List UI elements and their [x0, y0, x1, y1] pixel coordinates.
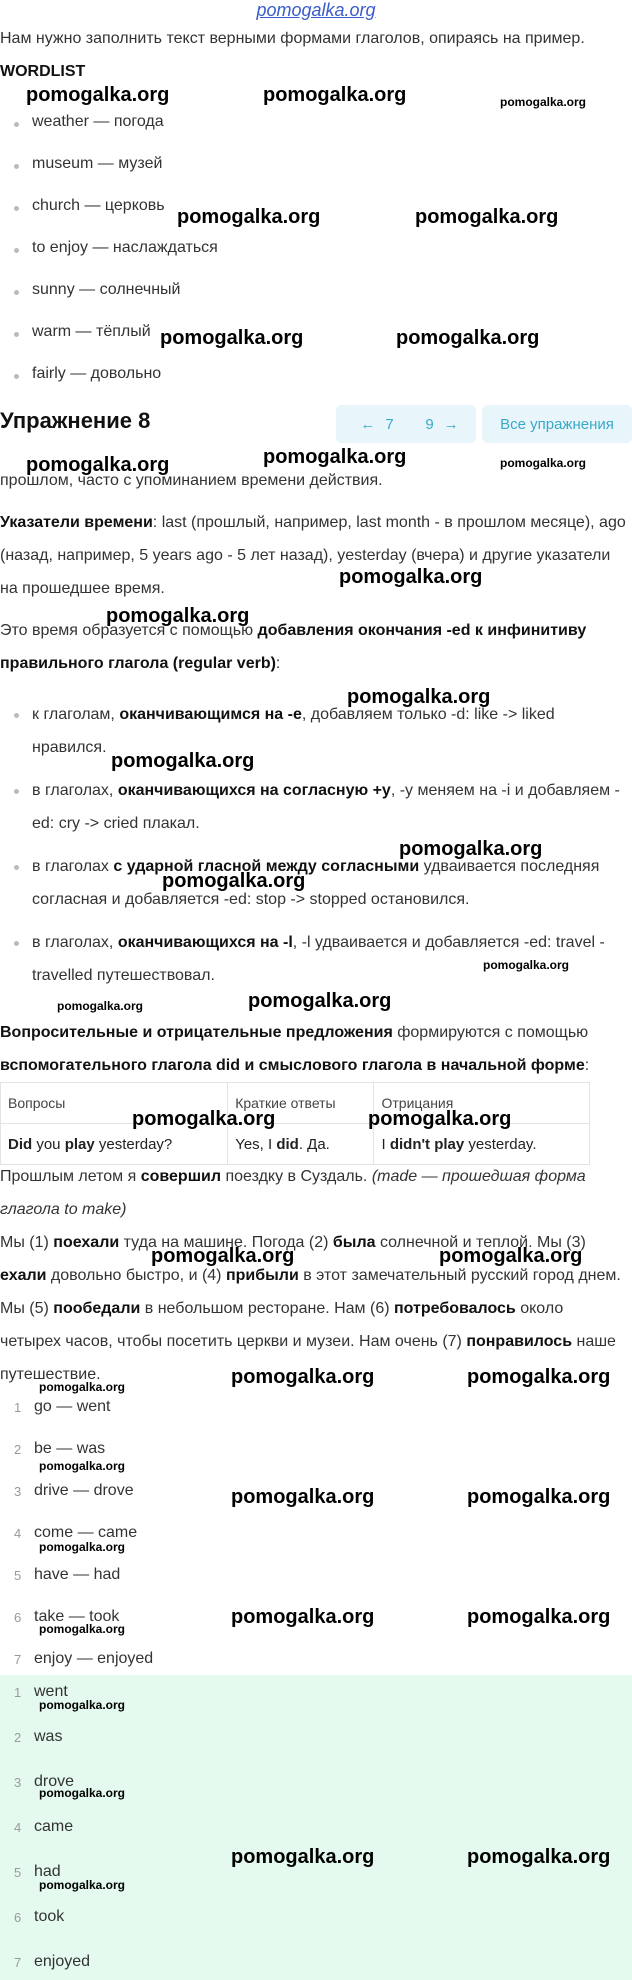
questions-paragraph: [0, 1016, 628, 1082]
intro-text: Нам нужно заполнить текст верными формами глаголов, опираясь на пример.: [0, 30, 585, 47]
prev-exercise-button[interactable]: [336, 405, 418, 443]
questions-text: формируются с помощью: [392, 1024, 589, 1041]
story-verb: прибыли: [225, 1267, 299, 1284]
item-number: 1: [14, 1400, 22, 1415]
verb-form: go — went: [34, 1398, 111, 1415]
watermark: pomogalka.org: [162, 870, 306, 892]
wordlist-item: to enjoy — наслаждаться: [32, 239, 218, 256]
watermark: pomogalka.org: [39, 1540, 126, 1554]
time-markers-label: Указатели времени: [0, 514, 153, 531]
answer-number: 2: [14, 1730, 22, 1745]
story-text: Прошлым летом я: [0, 1168, 141, 1185]
rule-bold: оканчивающихся на согласную +y: [117, 782, 391, 799]
watermark: pomogalka.org: [39, 1622, 126, 1636]
answer-number: 4: [14, 1820, 22, 1835]
time-markers-text: : last (прошлый, например, last month - в прошлом месяце), ago (назад, например, 5 years ago - 5 лет назад), yesterday (вчера) и другие указатели на прошедшее время.: [0, 514, 626, 597]
verb-form: enjoy — enjoyed: [34, 1650, 154, 1667]
wordlist-item: weather — погода: [32, 113, 164, 130]
next-exercise-button[interactable]: [408, 405, 476, 443]
cell-text: yesterday.: [464, 1135, 537, 1153]
table-header: Краткие ответы: [228, 1083, 374, 1124]
story-text: довольно быстро, и (4): [46, 1267, 226, 1284]
cell-text: I: [381, 1135, 390, 1153]
answer-item: took: [34, 1908, 65, 1925]
watermark: pomogalka.org: [467, 1366, 611, 1388]
watermark: pomogalka.org: [339, 566, 483, 588]
wordlist-item: sunny — солнечный: [32, 281, 181, 298]
next-exercise-label: 9: [425, 415, 434, 433]
wordlist-item: warm — тёплый: [32, 323, 151, 340]
answer-number: 5: [14, 1865, 22, 1880]
cell-text: yesterday?: [94, 1135, 173, 1153]
story-text: туда на машине. Погода (2): [119, 1234, 333, 1251]
bullet: [14, 865, 19, 870]
answer-number: 1: [14, 1685, 22, 1700]
all-exercises-label: Все упражнения: [500, 415, 614, 433]
story-note: (made — прошедшая форма глагола to make): [0, 1168, 586, 1218]
wordlist-item: museum — музей: [32, 155, 163, 172]
bullet: [14, 374, 19, 379]
watermark: pomogalka.org: [39, 1459, 126, 1473]
verb-form: be — was: [34, 1440, 106, 1457]
story-text: в небольшом ресторане. Нам (6): [140, 1300, 394, 1317]
rule-text: удваивается последняя согласная и добавляется -ed: stop -> stopped остановился.: [32, 858, 600, 908]
watermark: pomogalka.org: [368, 1108, 512, 1130]
watermark: pomogalka.org: [467, 1606, 611, 1628]
watermark: pomogalka.org: [151, 1245, 295, 1267]
theory-text: прошлом, часто с упоминанием времени действия.: [0, 472, 383, 489]
rule-text: в глаголах: [32, 858, 114, 875]
answer-item: had: [34, 1863, 61, 1880]
answer-block: [0, 1675, 632, 1980]
verb-form: come — came: [34, 1524, 138, 1541]
bullet: [14, 164, 19, 169]
all-exercises-button[interactable]: [482, 405, 632, 443]
rule-text: в глаголах,: [32, 934, 118, 951]
prev-exercise-label: 7: [385, 415, 394, 433]
questions-colon: :: [584, 1057, 590, 1074]
story-text: около четырех часов, чтобы посетить церкви и музеи. Нам очень (7): [0, 1300, 564, 1350]
answer-item: drove: [34, 1773, 75, 1790]
watermark: pomogalka.org: [57, 999, 144, 1013]
watermark: pomogalka.org: [248, 990, 392, 1012]
answer-item: was: [34, 1728, 63, 1745]
story-verb: поехали: [53, 1234, 120, 1251]
bullet: [14, 248, 19, 253]
story-text: в этот замечательный русский город днем. Мы (5): [0, 1267, 621, 1317]
answer-number: 3: [14, 1775, 22, 1790]
rule-bold: с ударной гласной между согласными: [113, 858, 420, 875]
story-verb: потребовалось: [394, 1300, 516, 1317]
watermark: pomogalka.org: [396, 327, 540, 349]
watermark: pomogalka.org: [177, 206, 321, 228]
story-verb: пообедали: [53, 1300, 141, 1317]
bullet: [14, 941, 19, 946]
cell-bold: play: [64, 1135, 95, 1153]
questions-bold: Вопросительные и отрицательные предложения: [0, 1024, 393, 1041]
answer-item: went: [34, 1683, 68, 1700]
story-intro: [0, 1160, 628, 1226]
verb-form: drive — drove: [34, 1482, 134, 1499]
rule-bold: оканчивающихся на -l: [117, 934, 293, 951]
story-verb: понравилось: [466, 1333, 573, 1350]
formation-colon: :: [275, 655, 281, 672]
item-number: 3: [14, 1484, 22, 1499]
exercise-title: Упражнение 8: [0, 408, 151, 433]
story-verb: совершил: [140, 1168, 222, 1185]
answer-number: 7: [14, 1955, 22, 1970]
rule-text: , -l удваивается и добавляется -ed: travel - travelled путешествовал.: [32, 934, 605, 984]
watermark: pomogalka.org: [467, 1846, 611, 1868]
watermark: pomogalka.org: [106, 605, 250, 627]
cell-text: . Да.: [298, 1135, 330, 1153]
watermark: pomogalka.org: [231, 1366, 375, 1388]
formation-text: Это время образуется с помощью: [0, 622, 258, 639]
formation-paragraph: [0, 614, 628, 680]
verb-form: have — had: [34, 1566, 121, 1583]
story-text: поездку в Суздаль.: [221, 1168, 372, 1185]
watermark: pomogalka.org: [467, 1486, 611, 1508]
watermark: pomogalka.org: [399, 838, 543, 860]
rule-text: , добавляем только -d: like -> liked нравился.: [32, 706, 555, 756]
wordlist-heading: WORDLIST: [0, 63, 86, 80]
item-number: 5: [14, 1568, 22, 1583]
story-text: Мы (1): [0, 1234, 54, 1251]
time-markers-paragraph: [0, 506, 628, 605]
watermark: pomogalka.org: [263, 446, 407, 468]
rule-item: [32, 774, 628, 840]
watermark: pomogalka.org: [231, 1486, 375, 1508]
item-number: 7: [14, 1652, 22, 1667]
auxiliary-rule: вспомогательного глагола did и смыслового глагола в начальной форме: [0, 1057, 585, 1074]
watermark: pomogalka.org: [39, 1380, 126, 1394]
watermark: pomogalka.org: [415, 206, 559, 228]
watermark: pomogalka.org: [160, 327, 304, 349]
cell-bold: didn't play: [389, 1135, 465, 1153]
watermark: pomogalka.org: [263, 84, 407, 106]
wordlist-item: fairly — довольно: [32, 365, 162, 382]
watermark: pomogalka.org: [231, 1846, 375, 1868]
watermark: pomogalka.org: [26, 84, 170, 106]
story-text: наше путешествие.: [0, 1333, 616, 1383]
story-verb: была: [332, 1234, 376, 1251]
item-number: 6: [14, 1610, 22, 1625]
watermark: pomogalka.org: [231, 1606, 375, 1628]
watermark: pomogalka.org: [26, 454, 170, 476]
wordlist-item: church — церковь: [32, 197, 165, 214]
bullet: [14, 122, 19, 127]
rule-text: в глаголах,: [32, 782, 118, 799]
cell-text: you: [32, 1135, 65, 1153]
cell-bold: did: [276, 1135, 299, 1153]
cell-text: Yes, I: [235, 1135, 277, 1153]
cell-bold: Did: [8, 1135, 33, 1153]
bullet: [14, 332, 19, 337]
answer-number: 6: [14, 1910, 22, 1925]
watermark: pomogalka.org: [500, 456, 587, 470]
bullet: [14, 789, 19, 794]
story-text: солнечной и теплой. Мы (3): [375, 1234, 586, 1251]
watermark: pomogalka.org: [39, 1698, 126, 1712]
watermark: pomogalka.org: [132, 1108, 276, 1130]
formation-rule: добавления окончания -ed к инфинитиву правильного глагола (regular verb): [0, 622, 587, 672]
rule-text: , -y меняем на -i и добавляем -ed: cry -> cried плакал.: [32, 782, 620, 832]
verb-form: take — took: [34, 1608, 120, 1625]
watermark: pomogalka.org: [39, 1878, 126, 1892]
watermark: pomogalka.org: [439, 1245, 583, 1267]
story-verb: ехали: [0, 1267, 47, 1284]
rule-text: к глаголам,: [32, 706, 120, 723]
bullet: [14, 290, 19, 295]
watermark: pomogalka.org: [111, 750, 255, 772]
answer-item: enjoyed: [34, 1953, 91, 1970]
watermark: pomogalka.org: [483, 958, 570, 972]
arrow-left-icon: ←: [360, 415, 376, 433]
watermark: pomogalka.org: [347, 686, 491, 708]
arrow-right-icon: →: [443, 415, 459, 433]
item-number: 2: [14, 1442, 22, 1457]
answer-item: came: [34, 1818, 74, 1835]
table-header: Отрицания: [374, 1083, 590, 1124]
item-number: 4: [14, 1526, 22, 1541]
rule-bold: оканчивающимся на -e: [119, 706, 302, 723]
bullet: [14, 206, 19, 211]
watermark: pomogalka.org: [39, 1786, 126, 1800]
watermark: pomogalka.org: [500, 95, 587, 109]
bullet: [14, 713, 19, 718]
table-header: Вопросы: [1, 1083, 228, 1124]
site-logo[interactable]: pomogalka.org: [256, 0, 376, 20]
